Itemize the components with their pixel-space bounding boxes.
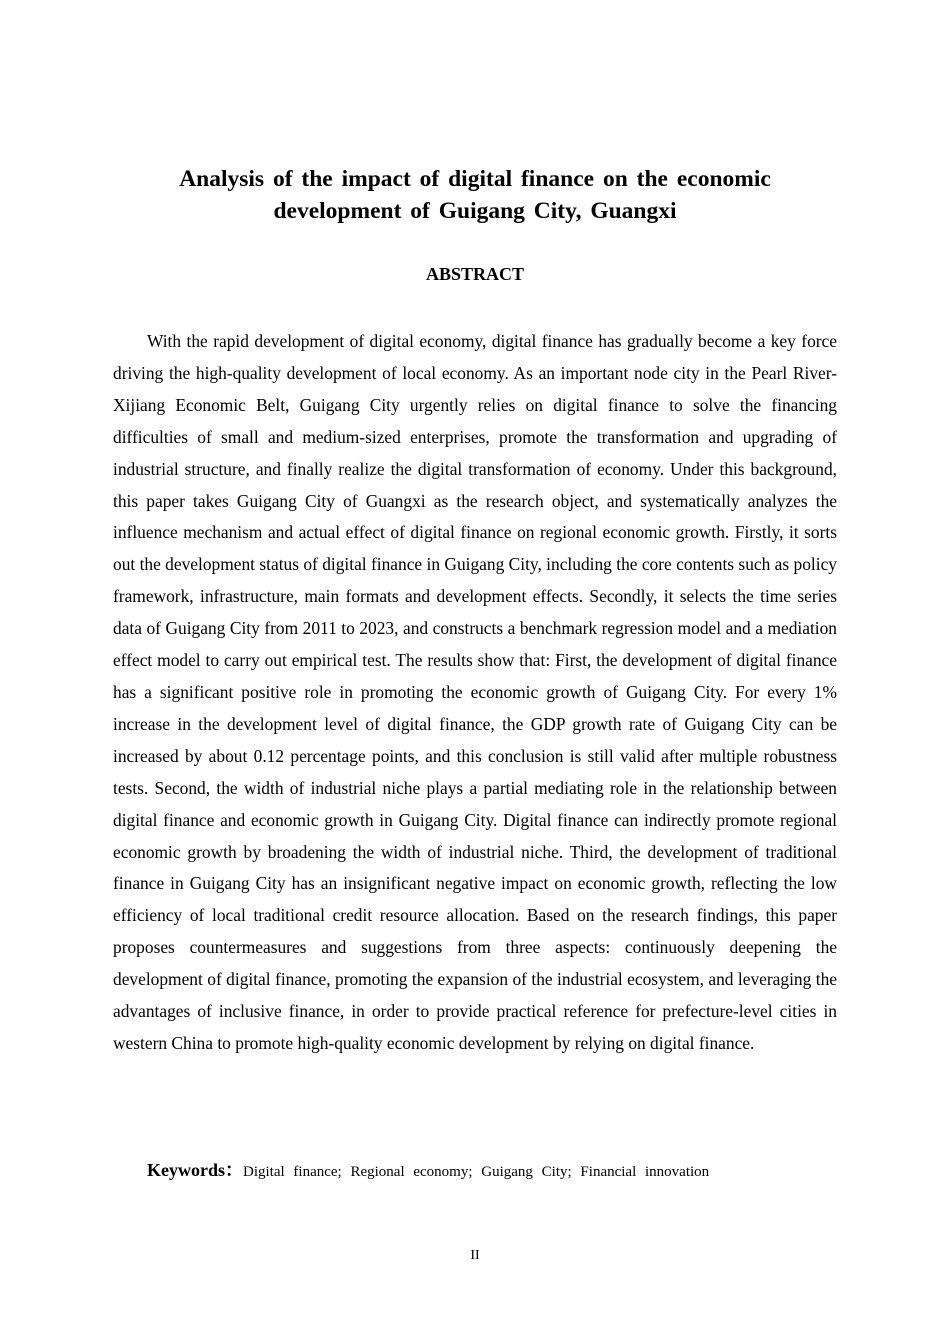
page-number: II — [470, 1248, 480, 1263]
abstract-body: With the rapid development of digital economy, digital finance has gradually become a key force driving the high-quality development of local economy. As an important node city in the Pearl River-Xijiang Economic Belt, Guigang City urgently relies on digital finance to solve the financing difficulties of small and medium-sized enterprises, promote the transformation and upgrading of industrial structure, and finally realize the digital transformation of economy. Under this background, this paper takes Guigang City of Guangxi as the research object, and systematically analyzes the influence mechanism and actual effect of digital finance on regional economic growth. Firstly, it sorts out the development status of digital finance in Guigang City, including the core contents such as policy framework, infrastructure, main formats and development effects. Secondly, it selects the time series data of Guigang City from 2011 to 2023, and constructs a benchmark regression model and a mediation effect model to carry out empirical test. The results show that: First, the development of digital finance has a significant positive role in promoting the economic growth of Guigang City. For every 1% increase in the development level of digital finance, the GDP growth rate of Guigang City can be increased by about 0.12 percentage points, and this conclusion is still valid after multiple robustness tests. Second, the width of industrial niche plays a partial mediating role in the relationship between digital finance and economic growth in Guigang City. Digital finance can indirectly promote regional economic growth by broadening the width of industrial niche. Third, the development of traditional finance in Guigang City has an insignificant negative impact on economic growth, reflecting the low efficiency of local traditional credit resource allocation. Based on the research findings, this paper proposes countermeasures and suggestions from three aspects: continuously deepening the development of digital finance, promoting the expansion of the industrial ecosystem, and leveraging the advantages of inclusive finance, in order to provide practical reference for prefecture-level cities in western China to promote high-quality economic development by relying on digital finance. — [113, 331, 837, 1053]
keywords-label: Keywords： — [147, 1160, 243, 1180]
paper-title: Analysis of the impact of digital finance on the economic development of Guigang City, Guangxi — [179, 166, 771, 224]
keywords-line — [147, 1157, 837, 1185]
keywords-text: Digital finance; Regional economy; Guigang City; Financial innovation — [243, 1164, 710, 1180]
abstract-heading: ABSTRACT — [425, 264, 525, 284]
